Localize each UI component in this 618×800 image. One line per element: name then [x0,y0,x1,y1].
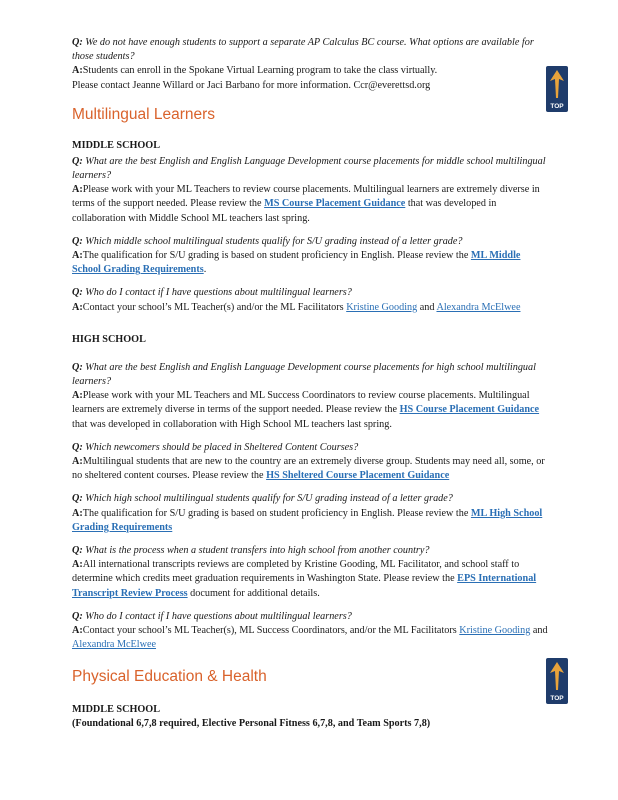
kristine-gooding-link[interactable]: Kristine Gooding [459,625,531,637]
alexandra-mcelwee-link[interactable]: Alexandra McElwee [72,639,157,651]
answer: A:Please work with your ML Teachers and ML Success Coordinators to review course placements. Multilingual learners are extremely diverse in terms of the support needed. Please review the HS Course Placement Guidance that was developed in collaboration with High School ML teachers last spring. [72,390,540,430]
subheading-middle-school: MIDDLE SCHOOL [72,139,161,151]
question: Q: Who do I contact if I have questions about multilingual learners? [72,610,352,622]
faq-hs4 [72,544,550,601]
eps-transcript-review-link[interactable]: EPS International Transcript Review Process [72,573,537,599]
ml-hs-grading-link[interactable]: ML High School Grading Requirements [72,507,543,533]
faq-hs2 [72,441,550,484]
faq-hs3 [72,492,550,535]
section-heading-ml: Multilingual Learners [72,105,216,123]
top-label: TOP [550,695,564,702]
question: Q: What are the best English and English Language Development course placements for middle school multilingual learners? [72,155,546,182]
question: Q: We do not have enough students to support a separate AP Calculus BC course. What options are available for those students? [72,37,534,63]
alexandra-mcelwee-link[interactable]: Alexandra McElwee [436,301,521,313]
answer: A:Multilingual students that are new to the country are an extremely diverse group. Students may need all, some, or no sheltered content courses. Please review the HS Sheltered Course Placement Guidance [72,456,545,482]
answer: A:Students can enroll in the Spokane Virtual Learning program to take the class virtually. [72,65,438,77]
answer: A:The qualification for S/U grading is based on student proficiency in English. Please review the ML High School Grading Requirements [72,507,543,533]
ml-ms-grading-link[interactable]: ML Middle School Grading Requirements [72,250,521,276]
question: Q: What are the best English and English Language Development course placements for high school multilingual learners? [72,361,536,388]
faq-ms1 [72,155,550,226]
answer-contact: Please contact Jeanne Willard or Jaci Barbano for more information. Ccr@everettsd.org [72,79,431,91]
question: Q: Which middle school multilingual students qualify for S/U grading instead of a letter grade? [72,235,463,247]
kristine-gooding-link[interactable]: Kristine Gooding [346,301,418,313]
answer: A:All international transcripts reviews are completed by Kristine Gooding, ML Facilitator, and school staff to determine which credits meet graduation requirements in Washington State. Please review the EPS International Transcript Review Process document for additional details. [72,559,537,599]
hs-course-placement-link[interactable]: HS Course Placement Guidance [399,404,540,416]
question: Q: Who do I contact if I have questions about multilingual learners? [72,287,352,299]
answer: A:Contact your school’s ML Teacher(s), ML Success Coordinators, and/or the ML Facilitators Kristine Gooding and Alexandra McElwee [72,625,548,651]
answer: A:Please work with your ML Teachers to review course placements. Multilingual learners are extremely diverse in terms of the support needed. Please review the MS Course Placement Guidance that was developed in collaboration with Middle School ML teachers last spring. [72,184,540,224]
faq-ms3 [72,286,550,314]
question: Q: What is the process when a student transfers into high school from another country? [72,545,430,557]
top-label: TOP [550,103,564,110]
question: Q: Which high school multilingual students qualify for S/U grading instead of a letter grade? [72,493,453,505]
up-arrow-icon [550,70,564,98]
up-arrow-icon [550,662,564,690]
answer: A:Contact your school’s ML Teacher(s) and/or the ML Facilitators Kristine Gooding and Alexandra McElwee [72,301,521,313]
question: Q: Which newcomers should be placed in Sheltered Content Courses? [72,441,359,453]
back-to-top-button[interactable] [546,66,568,112]
ms-course-placement-link[interactable]: MS Course Placement Guidance [264,198,406,210]
answer: A:The qualification for S/U grading is based on student proficiency in English. Please review the ML Middle School Grading Requirements. [72,250,521,276]
hs-sheltered-placement-link[interactable]: HS Sheltered Course Placement Guidance [266,470,450,482]
faq-calc [72,36,550,93]
faq-ms2 [72,235,550,278]
subheading-pe-middle-school: MIDDLE SCHOOL [72,703,161,715]
faq-hs5 [72,610,550,653]
document-page [72,36,550,731]
pe-course-list: (Foundational 6,7,8 required, Elective Personal Fitness 6,7,8, and Team Sports 7,8) [72,717,431,729]
section-heading-pe: Physical Education & Health [72,667,267,685]
faq-hs1 [72,361,550,432]
back-to-top-button[interactable] [546,658,568,704]
subheading-high-school: HIGH SCHOOL [72,333,146,345]
